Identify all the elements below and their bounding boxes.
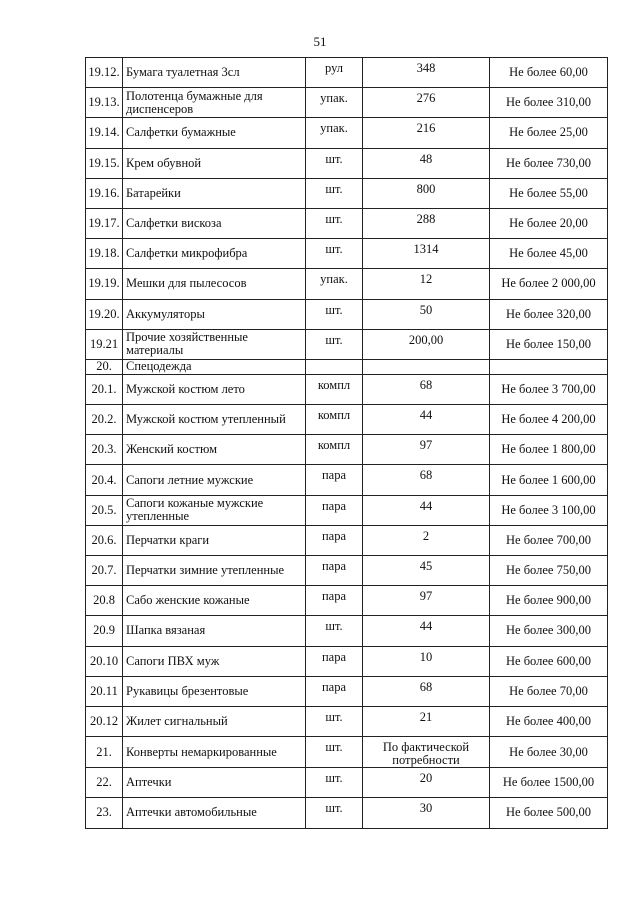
table-row — [86, 556, 608, 586]
price-limit: Не более 310,00 — [490, 88, 608, 118]
quantity: 200,00 — [363, 329, 490, 359]
row-number: 19.15. — [86, 148, 123, 178]
row-number: 20.1. — [86, 374, 123, 404]
quantity: 20 — [363, 768, 490, 798]
unit-of-measure: шт. — [306, 208, 363, 238]
unit-of-measure: шт. — [306, 239, 363, 269]
table-row — [86, 495, 608, 525]
quantity: 348 — [363, 58, 490, 88]
unit-of-measure: шт. — [306, 148, 363, 178]
quantity: 12 — [363, 269, 490, 299]
table-row — [86, 737, 608, 768]
row-number: 20.2. — [86, 405, 123, 435]
item-name: Мужской костюм лето — [123, 374, 306, 404]
row-number: 22. — [86, 768, 123, 798]
quantity: 68 — [363, 676, 490, 706]
unit-of-measure: пара — [306, 556, 363, 586]
unit-of-measure: упак. — [306, 269, 363, 299]
table-row — [86, 465, 608, 495]
quantity — [363, 359, 490, 374]
quantity: 1314 — [363, 239, 490, 269]
price-limit — [490, 359, 608, 374]
row-number: 19.14. — [86, 118, 123, 148]
unit-of-measure: пара — [306, 586, 363, 616]
row-number: 19.17. — [86, 208, 123, 238]
table-row — [86, 435, 608, 465]
price-limit: Не более 1 600,00 — [490, 465, 608, 495]
page-number: 51 — [313, 34, 327, 49]
unit-of-measure: пара — [306, 465, 363, 495]
unit-of-measure: пара — [306, 676, 363, 706]
item-name: Шапка вязаная — [123, 616, 306, 646]
unit-of-measure: шт. — [306, 616, 363, 646]
unit-of-measure: шт. — [306, 329, 363, 359]
unit-of-measure: пара — [306, 525, 363, 555]
price-limit: Не более 45,00 — [490, 239, 608, 269]
unit-of-measure — [306, 359, 363, 374]
table-row — [86, 299, 608, 329]
price-limit: Не более 3 700,00 — [490, 374, 608, 404]
unit-of-measure: пара — [306, 646, 363, 676]
table-row — [86, 616, 608, 646]
table-row — [86, 525, 608, 555]
unit-of-measure: компл — [306, 405, 363, 435]
item-name: Мешки для пылесосов — [123, 269, 306, 299]
unit-of-measure: рул — [306, 58, 363, 88]
table-row — [86, 118, 608, 148]
item-name: Конверты немаркированные — [123, 737, 306, 768]
item-name: Салфетки вискоза — [123, 208, 306, 238]
quantity: 45 — [363, 556, 490, 586]
item-name: Сабо женские кожаные — [123, 586, 306, 616]
items-table — [85, 57, 608, 829]
table-row — [86, 359, 608, 374]
quantity: 44 — [363, 616, 490, 646]
price-limit: Не более 730,00 — [490, 148, 608, 178]
row-number: 20.3. — [86, 435, 123, 465]
table-row — [86, 88, 608, 118]
quantity: 276 — [363, 88, 490, 118]
item-name: Салфетки микрофибра — [123, 239, 306, 269]
item-name: Перчатки краги — [123, 525, 306, 555]
items-table-body — [86, 58, 608, 829]
table-row — [86, 208, 608, 238]
row-number: 21. — [86, 737, 123, 768]
price-limit: Не более 1 800,00 — [490, 435, 608, 465]
item-name: Жилет сигнальный — [123, 706, 306, 736]
price-limit: Не более 700,00 — [490, 525, 608, 555]
price-limit: Не более 600,00 — [490, 646, 608, 676]
table-row — [86, 374, 608, 404]
row-number: 20.6. — [86, 525, 123, 555]
table-row — [86, 706, 608, 736]
quantity: 216 — [363, 118, 490, 148]
table-row — [86, 646, 608, 676]
row-number: 20.4. — [86, 465, 123, 495]
unit-of-measure: шт. — [306, 178, 363, 208]
row-number: 19.19. — [86, 269, 123, 299]
quantity: 44 — [363, 405, 490, 435]
unit-of-measure: шт. — [306, 299, 363, 329]
item-name: Аккумуляторы — [123, 299, 306, 329]
item-name: Крем обувной — [123, 148, 306, 178]
row-number: 19.12. — [86, 58, 123, 88]
row-number: 20. — [86, 359, 123, 374]
table-row — [86, 798, 608, 828]
price-limit: Не более 3 100,00 — [490, 495, 608, 525]
quantity: 48 — [363, 148, 490, 178]
price-limit: Не более 60,00 — [490, 58, 608, 88]
table-row — [86, 269, 608, 299]
row-number: 19.20. — [86, 299, 123, 329]
unit-of-measure: шт. — [306, 706, 363, 736]
quantity: 21 — [363, 706, 490, 736]
unit-of-measure: пара — [306, 495, 363, 525]
price-limit: Не более 1500,00 — [490, 768, 608, 798]
price-limit: Не более 500,00 — [490, 798, 608, 828]
table-row — [86, 586, 608, 616]
row-number: 19.18. — [86, 239, 123, 269]
unit-of-measure: упак. — [306, 118, 363, 148]
table-row — [86, 58, 608, 88]
item-name: Бумага туалетная 3сл — [123, 58, 306, 88]
item-name: Салфетки бумажные — [123, 118, 306, 148]
item-name: Полотенца бумажные для диспенсеров — [123, 88, 306, 118]
price-limit: Не более 150,00 — [490, 329, 608, 359]
item-name: Сапоги кожаные мужские утепленные — [123, 495, 306, 525]
item-name: Перчатки зимние утепленные — [123, 556, 306, 586]
quantity: 2 — [363, 525, 490, 555]
unit-of-measure: шт. — [306, 798, 363, 828]
price-limit: Не более 900,00 — [490, 586, 608, 616]
row-number: 19.16. — [86, 178, 123, 208]
row-number: 19.13. — [86, 88, 123, 118]
item-name: Прочие хозяйственные материалы — [123, 329, 306, 359]
item-name: Аптечки автомобильные — [123, 798, 306, 828]
table-row — [86, 239, 608, 269]
price-limit: Не более 4 200,00 — [490, 405, 608, 435]
table-row — [86, 768, 608, 798]
price-limit: Не более 30,00 — [490, 737, 608, 768]
price-limit: Не более 300,00 — [490, 616, 608, 646]
quantity: По фактической потребности — [363, 737, 490, 768]
quantity: 97 — [363, 586, 490, 616]
quantity: 800 — [363, 178, 490, 208]
unit-of-measure: шт. — [306, 768, 363, 798]
unit-of-measure: компл — [306, 374, 363, 404]
table-row — [86, 405, 608, 435]
quantity: 30 — [363, 798, 490, 828]
quantity: 50 — [363, 299, 490, 329]
price-limit: Не более 55,00 — [490, 178, 608, 208]
row-number: 20.5. — [86, 495, 123, 525]
row-number: 20.12 — [86, 706, 123, 736]
price-limit: Не более 750,00 — [490, 556, 608, 586]
row-number: 20.9 — [86, 616, 123, 646]
item-name: Аптечки — [123, 768, 306, 798]
table-row — [86, 178, 608, 208]
item-name: Женский костюм — [123, 435, 306, 465]
row-number: 20.7. — [86, 556, 123, 586]
row-number: 23. — [86, 798, 123, 828]
item-name: Спецодежда — [123, 359, 306, 374]
quantity: 44 — [363, 495, 490, 525]
table-row — [86, 148, 608, 178]
row-number: 20.11 — [86, 676, 123, 706]
item-name: Мужской костюм утепленный — [123, 405, 306, 435]
unit-of-measure: компл — [306, 435, 363, 465]
price-limit: Не более 25,00 — [490, 118, 608, 148]
price-limit: Не более 20,00 — [490, 208, 608, 238]
price-limit: Не более 400,00 — [490, 706, 608, 736]
quantity: 68 — [363, 465, 490, 495]
item-name: Сапоги ПВХ муж — [123, 646, 306, 676]
table-row — [86, 676, 608, 706]
row-number: 20.8 — [86, 586, 123, 616]
row-number: 20.10 — [86, 646, 123, 676]
price-limit: Не более 320,00 — [490, 299, 608, 329]
quantity: 68 — [363, 374, 490, 404]
table-row — [86, 329, 608, 359]
unit-of-measure: шт. — [306, 737, 363, 768]
quantity: 97 — [363, 435, 490, 465]
item-name: Рукавицы брезентовые — [123, 676, 306, 706]
item-name: Сапоги летние мужские — [123, 465, 306, 495]
price-limit: Не более 2 000,00 — [490, 269, 608, 299]
price-limit: Не более 70,00 — [490, 676, 608, 706]
quantity: 288 — [363, 208, 490, 238]
row-number: 19.21 — [86, 329, 123, 359]
quantity: 10 — [363, 646, 490, 676]
unit-of-measure: упак. — [306, 88, 363, 118]
item-name: Батарейки — [123, 178, 306, 208]
